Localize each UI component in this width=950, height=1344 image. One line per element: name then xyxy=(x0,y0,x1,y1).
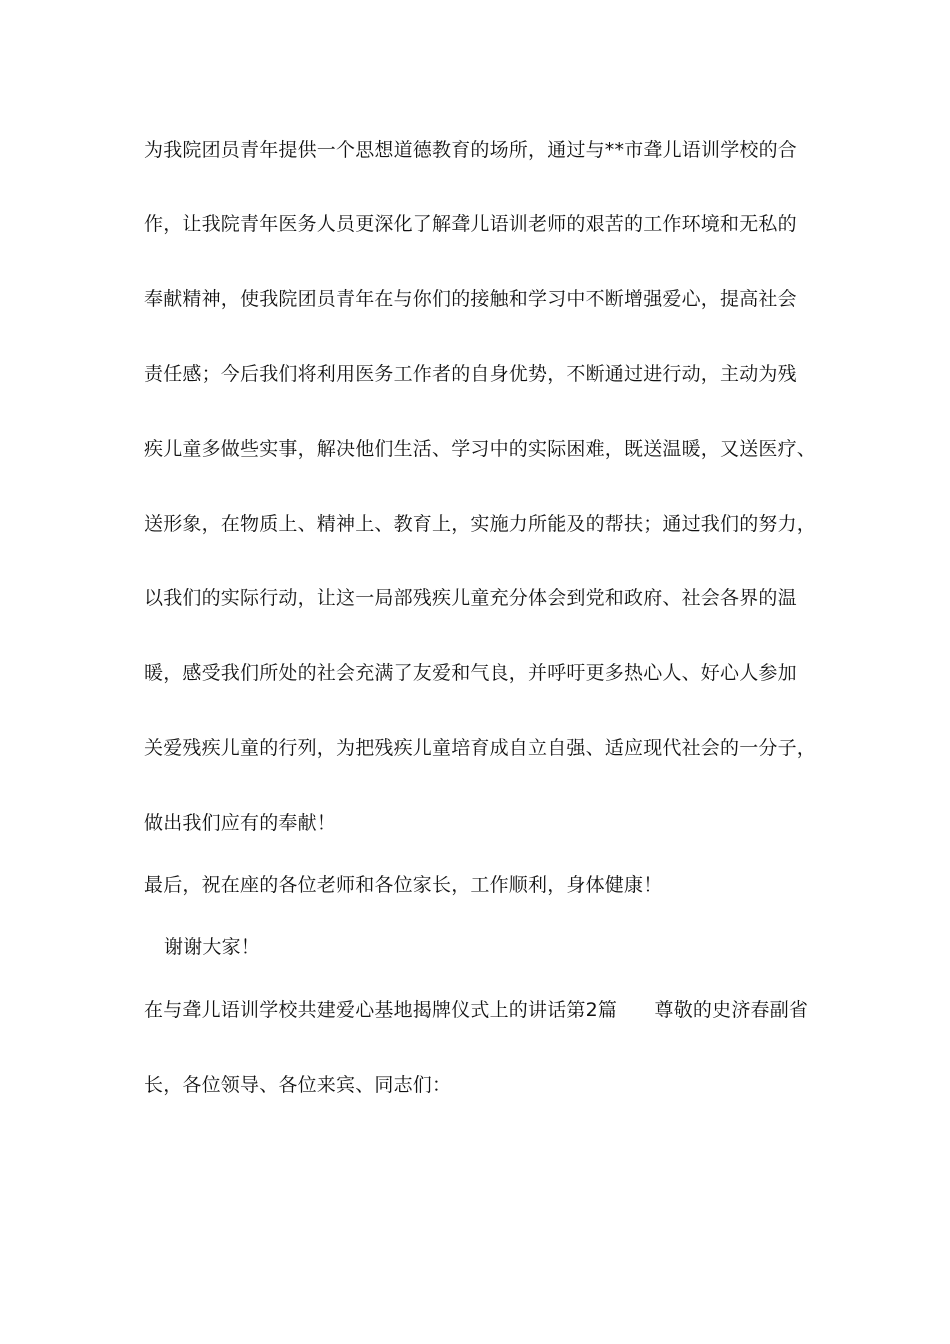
thanks-line: 谢谢大家！ xyxy=(164,936,261,958)
paragraph-line: 关爱残疾儿童的行列，为把残疾儿童培育成自立自强、适应现代社会的一分子， xyxy=(144,737,817,759)
paragraph-line: 做出我们应有的奉献！ xyxy=(144,812,337,834)
paragraph-line: 暖，感受我们所处的社会充满了友爱和气良，并呼吁更多热心人、好心人参加 xyxy=(144,662,797,684)
paragraph-line: 送形象，在物质上、精神上、教育上，实施力所能及的帮扶；通过我们的努力， xyxy=(144,513,817,535)
paragraph-line: 为我院团员青年提供一个思想道德教育的场所，通过与**市聋儿语训学校的合 xyxy=(144,139,798,161)
section-heading-line: 在与聋儿语训学校共建爱心基地揭牌仪式上的讲话第2篇 尊敬的史济春副省 xyxy=(144,999,809,1021)
paragraph-line: 奉献精神，使我院团员青年在与你们的接触和学习中不断增强爱心，提高社会 xyxy=(144,288,797,310)
paragraph-line: 疾儿童多做些实事，解决他们生活、学习中的实际困难，既送温暖，又送医疗、 xyxy=(144,438,817,460)
closing-wishes-line: 最后，祝在座的各位老师和各位家长，工作顺利，身体健康！ xyxy=(144,874,663,896)
paragraph-line: 作，让我院青年医务人员更深化了解聋儿语训老师的艰苦的工作环境和无私的 xyxy=(144,213,797,235)
paragraph-line: 以我们的实际行动，让这一局部残疾儿童充分体会到党和政府、社会各界的温 xyxy=(144,587,797,609)
salutation-line: 长，各位领导、各位来宾、同志们： xyxy=(144,1074,452,1096)
paragraph-line: 责任感；今后我们将利用医务工作者的自身优势，不断通过进行动，主动为残 xyxy=(144,363,797,385)
